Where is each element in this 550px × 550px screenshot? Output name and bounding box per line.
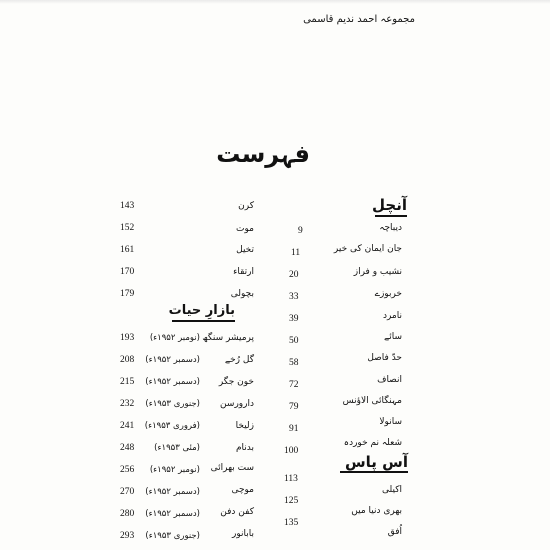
page-number: 9 [298,226,303,236]
publication-date: (فروری ۱۹۵۳ء) [144,421,200,431]
publication-date: (دسمبر ۱۹۵۲ء) [145,487,200,497]
page-top-edge [0,0,550,4]
page-number: 208 [120,355,135,365]
page-number: 33 [289,292,299,302]
toc-entry: سائے [383,332,402,342]
page-number: 248 [120,443,135,453]
toc-entry: سانولا [379,417,402,427]
page-number: 113 [284,474,298,484]
page-number: 125 [284,496,299,506]
section-heading-aanchal: آنچل [372,196,407,214]
toc-entry: بدنام [235,443,254,453]
toc-entry: زلیخا [235,421,254,431]
page-number: 72 [289,380,299,390]
toc-entry: شعلہ نم خوردہ [343,438,402,448]
page-number: 280 [120,509,135,519]
section-underline [340,471,408,473]
toc-entry: بابانور [232,529,254,539]
section-heading-bazaar-e-hayaat: بازارِ حیات [168,303,235,318]
toc-entry: پرمیشر سنگھ [202,333,254,343]
page-number: 256 [120,465,135,475]
section-heading-aas-paas: آس پاس [344,453,408,471]
page-number: 58 [289,358,299,368]
toc-entry: ست بھرائی [210,463,254,473]
toc-entry: کفن دفن [220,507,254,517]
toc-entry: اکیلی [382,485,402,495]
toc-entry: بھری دنیا میں [351,506,402,516]
page-number: 79 [289,402,299,412]
toc-entry: دارورسن [220,399,254,409]
section-underline [375,215,407,217]
page-number: 161 [120,245,135,255]
page-number: 20 [289,270,299,280]
toc-entry: خربوزے [374,289,402,299]
toc-entry: حدّ فاصل [367,353,402,363]
toc-heading: فہرست [216,140,310,168]
page-number: 170 [120,267,135,277]
page-number: 39 [289,314,299,324]
page-number: 241 [120,421,135,431]
page-number: 152 [120,223,135,233]
page-number: 179 [120,289,135,299]
toc-entry: مہنگائی الاؤنس [342,396,402,406]
toc-entry: گل رُخے [224,355,254,365]
page-number: 11 [291,248,301,258]
page-number: 91 [289,424,299,434]
toc-entry: نشیب و فراز [353,267,402,277]
publication-date: (نومبر ۱۹۵۲ء) [149,333,200,343]
toc-entry: خون جگر [218,377,254,387]
publication-date: (مئی ۱۹۵۳ء) [154,443,200,453]
toc-entry: کرن [238,201,254,211]
toc-entry: تخیل [236,245,254,255]
toc-entry: موچی [231,485,254,495]
page-number: 215 [120,377,135,387]
page-number: 135 [284,518,299,528]
publication-date: (نومبر ۱۹۵۲ء) [149,465,200,475]
toc-entry: جان ایمان کی خیر [333,244,402,254]
section-underline [172,320,235,322]
page-number: 143 [120,201,135,211]
publication-date: (جنوری ۱۹۵۳ء) [145,531,200,541]
page-number: 100 [284,446,299,456]
toc-entry: بچولی [230,289,254,299]
toc-entry: نامرد [382,311,402,321]
page-number: 293 [120,531,135,541]
publication-date: (دسمبر ۱۹۵۲ء) [145,509,200,519]
page-number: 50 [289,336,299,346]
toc-entry: موت [236,224,254,234]
publication-date: (دسمبر ۱۹۵۲ء) [145,377,200,387]
toc-entry: ارتقاء [233,267,254,277]
toc-entry: انصاف [377,375,402,385]
page-number: 270 [120,487,135,497]
page-number: 193 [120,333,135,343]
page-number: 232 [120,399,135,409]
toc-entry: اُفق [387,527,402,537]
running-header: مجموعہ احمد ندیم قاسمی [303,14,415,25]
publication-date: (جنوری ۱۹۵۳ء) [145,399,200,409]
publication-date: (دسمبر ۱۹۵۲ء) [145,355,200,365]
toc-entry: دیباچہ [379,223,402,233]
